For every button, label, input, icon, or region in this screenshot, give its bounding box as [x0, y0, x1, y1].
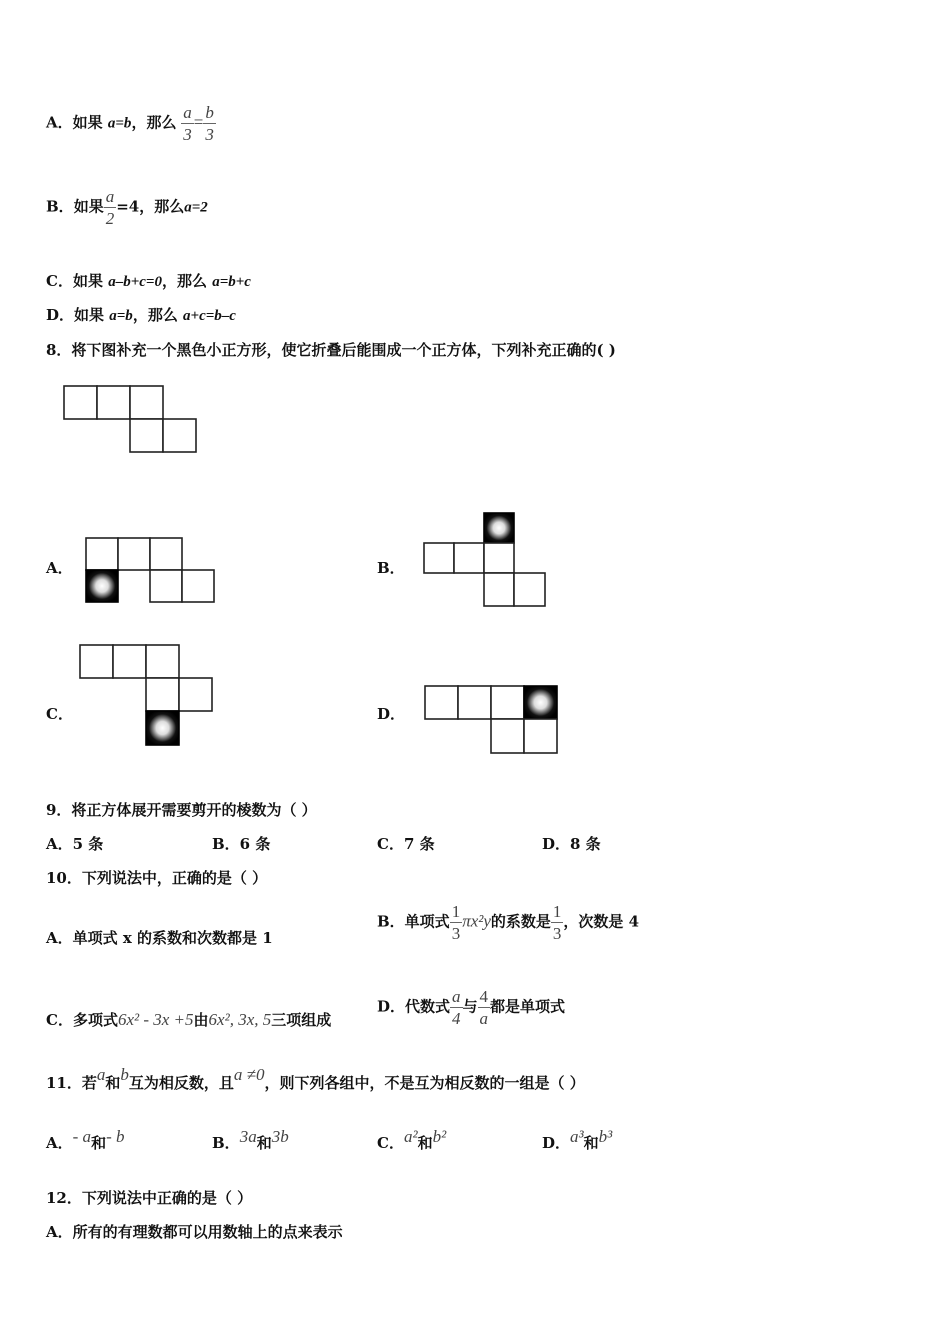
q9-option-d[interactable]: D．8 条: [542, 835, 601, 853]
q7-d-pre: 如果: [74, 306, 110, 324]
q10-b-coef-frac: $\frac{1}{3}$: [552, 902, 562, 943]
q9-option-a[interactable]: A．5 条: [46, 835, 104, 853]
q8-net-d[interactable]: [425, 686, 557, 753]
q7-d-eq: a=b: [109, 308, 133, 324]
q8-option-b-label[interactable]: B．: [377, 559, 405, 577]
q10-b-mid: 的系数是: [490, 912, 551, 931]
q11-d-x: a³: [570, 1127, 584, 1146]
q7-b-letter: B．: [46, 197, 74, 216]
q10-c-poly: 6x² - 3x +5: [117, 1010, 194, 1029]
q11-d-y: b³: [598, 1127, 613, 1146]
q7-c-letter: C．: [46, 272, 73, 290]
q10-b-frac: $\frac{1}{3}$: [451, 902, 461, 943]
q11-b-y: 3b: [271, 1127, 289, 1146]
q10-d-post: 都是单项式: [490, 997, 566, 1016]
q11-a: a: [96, 1065, 106, 1084]
q11-option-c[interactable]: [377, 1127, 447, 1153]
q8-b-black-square: [484, 513, 514, 543]
q7-a-op: =: [193, 112, 204, 132]
q9-option-c[interactable]: C．7 条: [377, 835, 435, 853]
q7-a-frac1: $\frac{a}{3}$: [183, 103, 192, 144]
q11-c-letter: C．: [377, 1134, 404, 1152]
q10-b-expr: πx²y: [462, 911, 491, 931]
q10-option-d[interactable]: [377, 988, 565, 1027]
q11-num: 11．若: [46, 1074, 97, 1092]
q8-c-black-square: [146, 711, 179, 745]
q11-b-he: 和: [256, 1134, 272, 1152]
q7-a-frac2: $\frac{b}{3}$: [205, 103, 214, 144]
q7-b-post: =4，那么: [116, 197, 185, 216]
q7-a-eq: a=b: [107, 115, 132, 132]
q8-net-main: [64, 386, 196, 452]
q10-option-a[interactable]: A．单项式 x 的系数和次数都是 1: [46, 929, 273, 947]
q10-d-frac1: $\frac{a}{4}$: [452, 987, 461, 1028]
q8-net-a[interactable]: [86, 538, 214, 602]
q11-b-letter: B．: [212, 1134, 240, 1152]
q10-c-mid: 由: [193, 1011, 209, 1029]
q7-d-letter: D．: [46, 306, 75, 324]
q11-a-he: 和: [91, 1134, 107, 1152]
q10-c-terms: 6x², 3x, 5: [208, 1010, 272, 1029]
q8-net-b[interactable]: [424, 513, 545, 606]
q10-b-post: ，次数是 4: [563, 912, 640, 931]
q12-stem: 12．下列说法中正确的是（ ）: [46, 1189, 253, 1207]
q7-a-pre: 如果: [72, 113, 108, 132]
q8-option-c-label[interactable]: C．: [46, 705, 73, 723]
q7-c-res: a=b+c: [212, 274, 251, 290]
q8-option-a-label[interactable]: A．: [46, 559, 73, 577]
q7-d-mid: ，那么: [132, 306, 184, 324]
q10-b-pre: B．单项式: [377, 912, 450, 931]
q9-option-b[interactable]: B．6 条: [212, 835, 271, 853]
q7-a-mid: ，那么: [131, 113, 177, 132]
q11-mid: 互为相反数，且: [128, 1074, 234, 1092]
q7-a-letter: A．: [46, 113, 73, 132]
q7-b-frac: $\frac{a}{2}$: [105, 187, 115, 228]
q11-option-b[interactable]: [212, 1127, 289, 1153]
q10-c-post: 三项组成: [271, 1011, 332, 1029]
q11-c-x: a²: [403, 1127, 418, 1146]
q11-he: 和: [105, 1074, 121, 1092]
q11-c-he: 和: [417, 1134, 433, 1152]
q8-net-c[interactable]: [80, 645, 212, 745]
q11-option-a[interactable]: [46, 1127, 125, 1153]
q7-c-pre: 如果: [72, 272, 109, 290]
q10-d-pre: D．代数式: [377, 997, 451, 1016]
q7-c-eq: a–b+c=0: [108, 274, 162, 290]
q11-stem: [46, 1065, 585, 1093]
q8-stem: 8．将下图补充一个黑色小正方形，使它折叠后能围成一个正方体，下列补充正确的( ): [46, 341, 616, 359]
q8-d-black-square: [524, 686, 557, 719]
q11-d-he: 和: [583, 1134, 599, 1152]
q10-option-b[interactable]: [377, 903, 639, 942]
q10-stem: 10．下列说法中，正确的是（ ）: [46, 869, 268, 887]
q9-stem: 9．将正方体展开需要剪开的棱数为（ ）: [46, 801, 317, 819]
q7-b-pre: 如果: [73, 197, 104, 216]
q10-c-pre: C．多项式: [46, 1011, 118, 1029]
q12-option-a[interactable]: A．所有的有理数都可以用数轴上的点来表示: [46, 1223, 343, 1241]
q7-b-res: a=2: [184, 199, 208, 216]
q11-option-d[interactable]: [542, 1127, 613, 1153]
q10-option-c[interactable]: [46, 1009, 331, 1030]
q11-a-letter: A．: [46, 1134, 73, 1152]
q7-d-res: a+c=b–c: [183, 308, 236, 324]
q11-a-y: - b: [106, 1127, 125, 1146]
q8-a-black-square: [86, 570, 118, 602]
q10-d-frac2: $\frac{4}{a}$: [479, 987, 489, 1028]
q8-option-d-label[interactable]: D．: [377, 705, 406, 723]
q11-b-x: 3a: [239, 1127, 257, 1146]
q10-d-mid: 与: [462, 997, 478, 1016]
q11-d-letter: D．: [542, 1134, 571, 1152]
q11-b: b: [120, 1065, 129, 1084]
q11-cond: a ≠0: [233, 1065, 265, 1084]
q11-a-x: - a: [72, 1127, 92, 1146]
q7-c-mid: ，那么: [161, 272, 213, 290]
q11-c-y: b²: [432, 1127, 447, 1146]
q11-post: ，则下列各组中，不是互为相反数的一组是（ ）: [264, 1074, 585, 1092]
